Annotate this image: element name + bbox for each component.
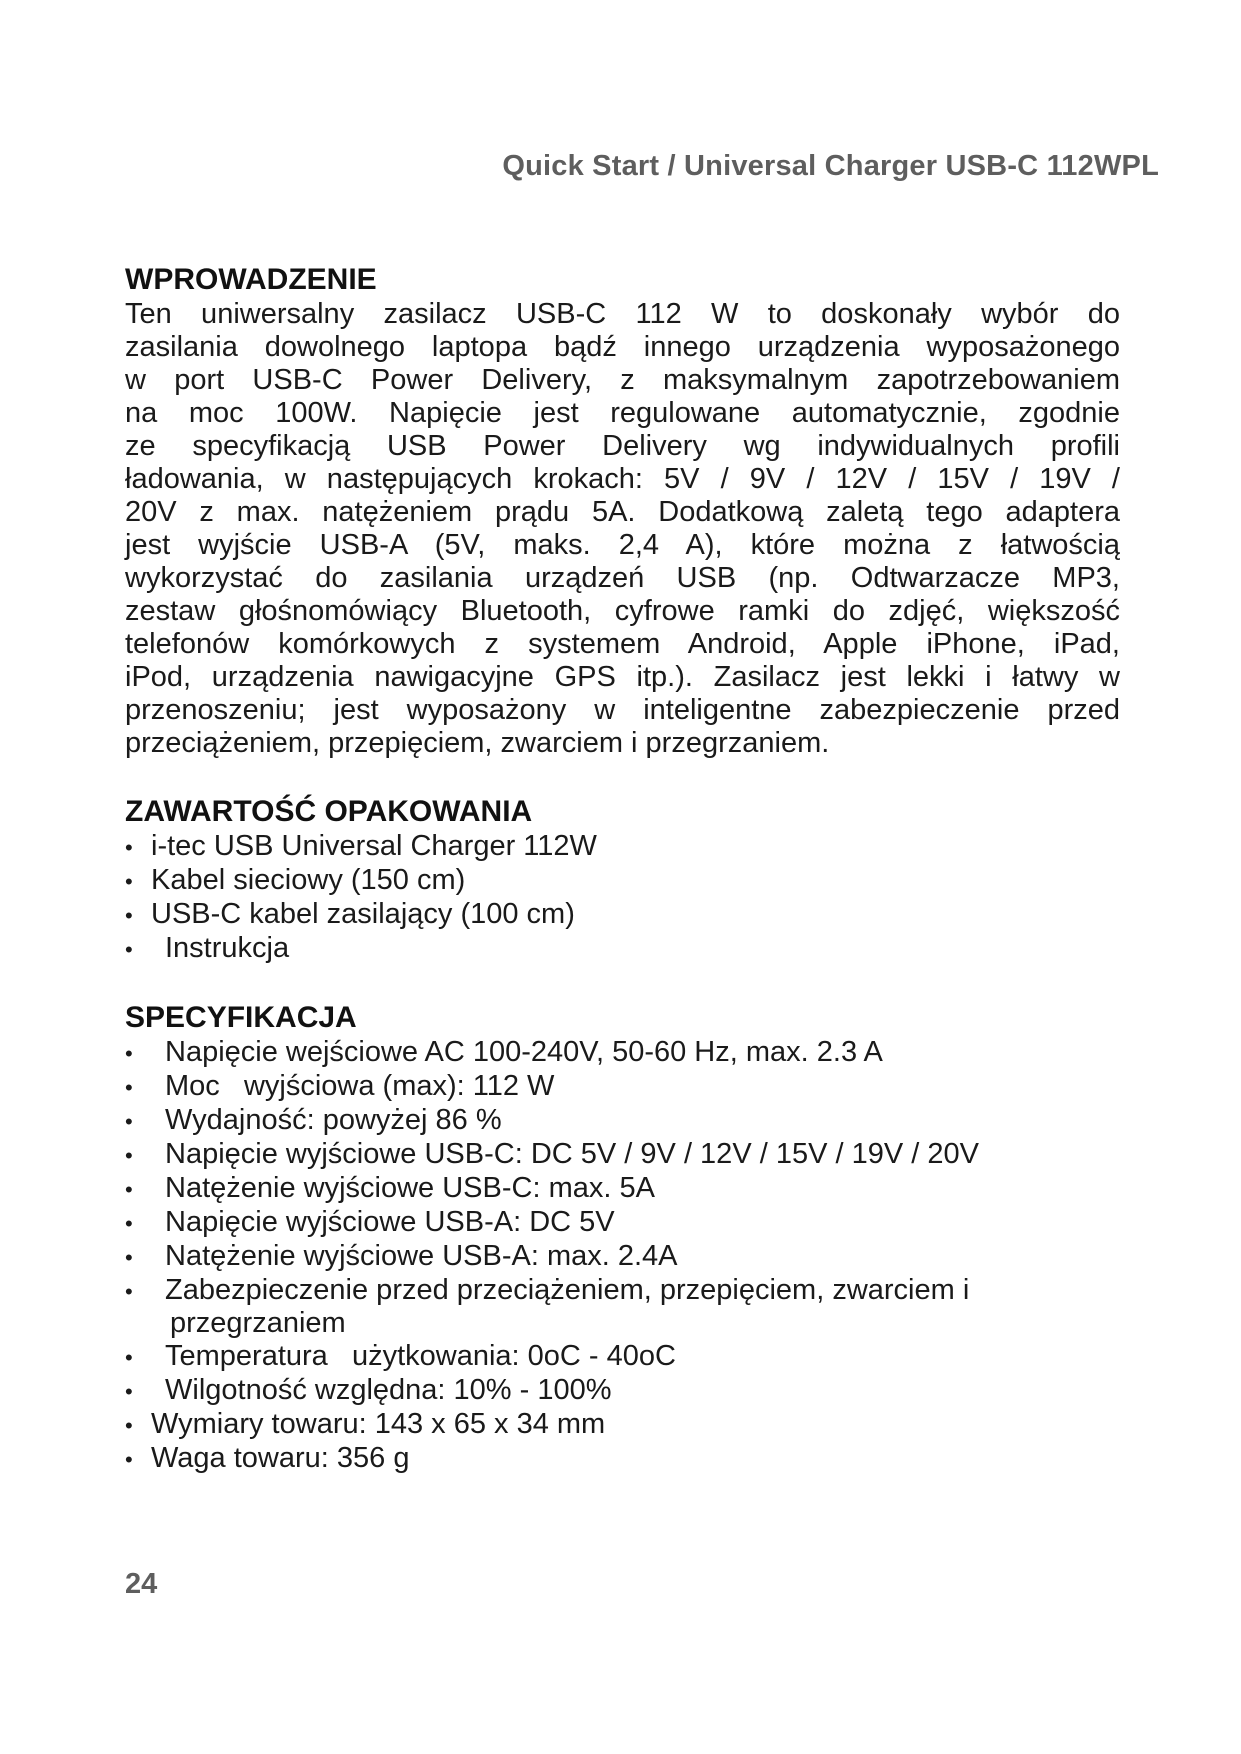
bullet-icon: • — [125, 1379, 133, 1404]
intro-line: przenoszeniu; jest wyposażony w inteligentne zabezpieczenie przed — [125, 694, 1120, 726]
spec-item-text: Moc wyjściowa (max): 112 W — [165, 1070, 555, 1102]
list-item — [125, 1374, 1120, 1408]
list-item — [125, 1274, 1120, 1340]
bullet-icon: • — [125, 1279, 133, 1304]
intro-line: telefonów komórkowych z systemem Android, Apple iPhone, iPad, — [125, 628, 1120, 660]
intro-line: zestaw głośnomówiący Bluetooth, cyfrowe ramki do zdjęć, większość — [125, 595, 1120, 627]
spec-item-text: Temperatura użytkowania: 0oC - 40oC — [165, 1340, 676, 1372]
spec-item-text: Napięcie wejściowe AC 100-240V, 50-60 Hz, max. 2.3 A — [165, 1036, 883, 1068]
spec-item-line: Zabezpieczenie przed przeciążeniem, przepięciem, zwarciem i — [165, 1274, 970, 1306]
spec-item-text: Wydajność: powyżej 86 % — [165, 1104, 502, 1136]
running-header-title: Quick Start / Universal Charger USB-C 112WPL — [502, 150, 1159, 182]
intro-line: w port USB-C Power Delivery, z maksymalnym zapotrzebowaniem — [125, 364, 1120, 396]
intro-line: jest wyjście USB-A (5V, maks. 2,4 A), które można z łatwością — [125, 529, 1120, 561]
list-item — [125, 898, 1120, 932]
spec-item-text: Napięcie wyjściowe USB-C: DC 5V / 9V / 12V / 15V / 19V / 20V — [165, 1138, 979, 1170]
bullet-icon: • — [125, 1413, 133, 1438]
list-item — [125, 1206, 1120, 1240]
bullet-icon: • — [125, 835, 133, 860]
intro-line: Ten uniwersalny zasilacz USB-C 112 W to doskonały wybór do — [125, 298, 1120, 330]
intro-line: ładowania, w następujących krokach: 5V / 9V / 12V / 15V / 19V / — [125, 463, 1120, 495]
list-item — [125, 1172, 1120, 1206]
intro-line: 20V z max. natężeniem prądu 5A. Dodatkową zaletą tego adaptera — [125, 496, 1120, 528]
list-item — [125, 830, 1120, 864]
list-item — [125, 1442, 1120, 1476]
intro-line: na moc 100W. Napięcie jest regulowane automatycznie, zgodnie — [125, 397, 1120, 429]
spec-item-text: Natężenie wyjściowe USB-A: max. 2.4A — [165, 1240, 678, 1272]
list-item — [125, 1104, 1120, 1138]
package-heading: ZAWARTOŚĆ OPAKOWANIA — [125, 795, 533, 828]
intro-line: ze specyfikacją USB Power Delivery wg indywidualnych profili — [125, 430, 1120, 462]
list-item — [125, 932, 1120, 966]
package-item-text: Instrukcja — [165, 932, 290, 964]
page-number: 24 — [125, 1568, 158, 1600]
bullet-icon: • — [125, 1075, 133, 1100]
package-item-text: Kabel sieciowy (150 cm) — [151, 864, 466, 896]
bullet-icon: • — [125, 1143, 133, 1168]
bullet-icon: • — [125, 1211, 133, 1236]
spec-item-text: Napięcie wyjściowe USB-A: DC 5V — [165, 1206, 615, 1238]
spec-item-text: Waga towaru: 356 g — [151, 1442, 410, 1474]
spec-item-line: przegrzaniem — [170, 1307, 346, 1339]
package-list — [125, 830, 1120, 966]
spec-item-text — [165, 1274, 969, 1340]
package-item-text: USB-C kabel zasilający (100 cm) — [151, 898, 575, 930]
specs-list — [125, 1036, 1120, 1476]
list-item — [125, 1138, 1120, 1172]
package-section — [125, 794, 1120, 966]
specs-section — [125, 1000, 1120, 1476]
list-item — [125, 1070, 1120, 1104]
list-item — [125, 864, 1120, 898]
spec-item-text: Wilgotność względna: 10% - 100% — [165, 1374, 612, 1406]
list-item — [125, 1240, 1120, 1274]
document-body — [125, 262, 1120, 1476]
intro-section — [125, 262, 1120, 760]
spec-item-text: Wymiary towaru: 143 x 65 x 34 mm — [151, 1408, 606, 1440]
intro-line: zasilania dowolnego laptopa bądź innego urządzenia wyposażonego — [125, 331, 1120, 363]
bullet-icon: • — [125, 1177, 133, 1202]
bullet-icon: • — [125, 937, 133, 962]
bullet-icon: • — [125, 1109, 133, 1134]
bullet-icon: • — [125, 1245, 133, 1270]
intro-line: przeciążeniem, przepięciem, zwarciem i przegrzaniem. — [125, 727, 830, 759]
list-item — [125, 1408, 1120, 1442]
bullet-icon: • — [125, 869, 133, 894]
bullet-icon: • — [125, 903, 133, 928]
list-item — [125, 1340, 1120, 1374]
package-item-text: i-tec USB Universal Charger 112W — [151, 830, 597, 862]
bullet-icon: • — [125, 1041, 133, 1066]
bullet-icon: • — [125, 1345, 133, 1370]
intro-line: wykorzystać do zasilania urządzeń USB (np. Odtwarzacze MP3, — [125, 562, 1120, 594]
specs-heading: SPECYFIKACJA — [125, 1001, 357, 1034]
intro-paragraph — [125, 298, 1120, 760]
list-item — [125, 1036, 1120, 1070]
bullet-icon: • — [125, 1447, 133, 1472]
intro-heading: WPROWADZENIE — [125, 263, 377, 296]
spec-item-text: Natężenie wyjściowe USB-C: max. 5A — [165, 1172, 655, 1204]
intro-line: iPod, urządzenia nawigacyjne GPS itp.). Zasilacz jest lekki i łatwy w — [125, 661, 1120, 693]
